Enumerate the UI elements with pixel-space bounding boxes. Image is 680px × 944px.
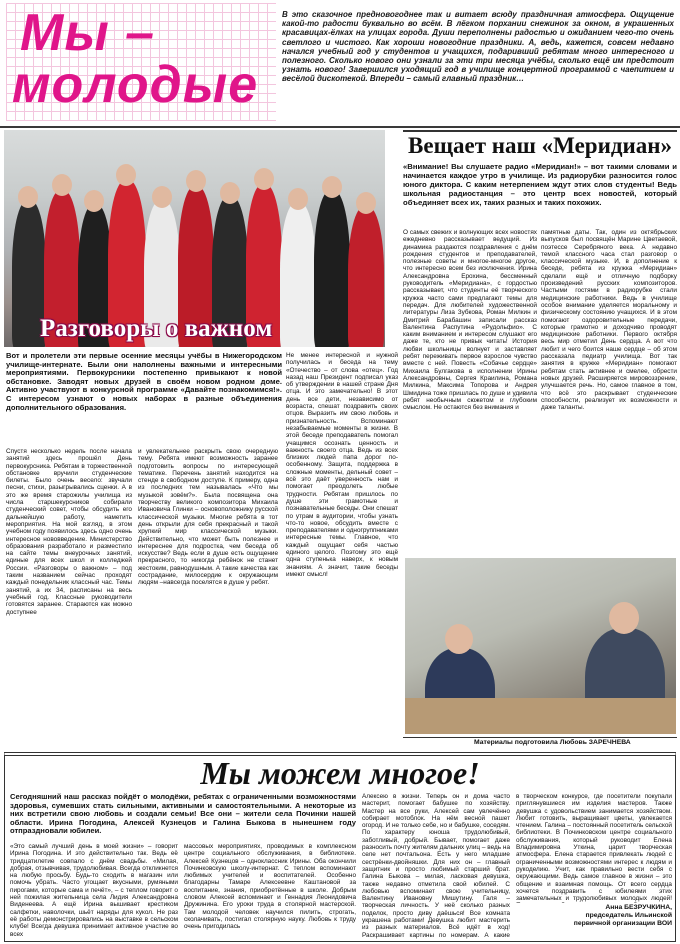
talk-column-1: Спустя несколько недель после начала занятий здесь прошёл День первокурсника. Ребятам в торжественной обстановке вручили студенческие билеты. Было очень весело: звучали песни, стихи, разыгрывались сценки. А в это же время старожилы училища из числа старшекурсников собирали студенческий совет, чтобы обсудить его дальнейшую работу, наметить мероприятия. На мой взгляд, в этом учебном году появилось здесь одно очень интересное нововведение. Министерство образования разработало и разместило на сайте темы внеурочных занятий, единые для всех школ и колледжей России. «Разговоры о важном» – под таким названием сейчас проходят каждый понедельник классный час. Темы занятий, а их 34, расписаны на весь учебный год. Классные руководители готовятся заранее. Стараются как можно доступнее (6, 448, 132, 616)
talk-column-2: и увлекательнее раскрыть свою очередную тему. Ребята имеют возможность заранее подготовить вопросы по интересующей тематике. Перечень занятий находится на стенде в свободном доступе. К примеру, одна из последних тем называлась «Что мы музыкой зовём?». Была посвящена она творчеству великого композитора Михаила Ивановича Глинки – основоположнику русской классической музыки. Многие ребята в тот день открыли для себя прекрасный и такой хрупкий мир классической музыки. Действительно, что может быть полезнее и интереснее для подростка, чем беседа об искусстве? Ведь если в душе есть ощущение прекрасного, то никогда ребёнок не станет жестоким, равнодушным. А такие качества как сострадание, милосердие к окружающим людям –навсегда поселятся в душе у ребят. (138, 448, 278, 587)
bottom-lead: Сегодняшний наш рассказ пойдёт о молодёжи, ребятах с ограниченными возможностями здоровья, сумевших стать сильными, активными и самостоятельными. А некоторые из них встретили свою любовь и создали семьи! Все они – жители села Починки нашей области. Ирина Погодина, Алексей Кузнецов и Галина Быкова в нынешнем году отпраздновали юбилеи. (10, 793, 356, 836)
page-title-line2: молодые (12, 56, 259, 114)
signature-role-line2: первичной организации ВОИ (573, 920, 672, 927)
talk-banner: Разговоры о важном (40, 315, 273, 342)
page-title-line1: Мы – (20, 4, 156, 62)
bottom-column-4: в творческом конкурсе, где посетители покупали приглянувшиеся им изделия мастеров. Также девушка с удовольствием занимается хозяйством. Любит готовить, выращивает цветы, увлекается чтением. Галина – постоянный посетитель сельской библиотеки. В Починковском центре социального обслуживания, который руководит Елена Владимировна Уткина, царит творческая атмосфера. Елена старается привлекать людей с ограниченными возможностями интерес к людям и рукоделию. Учит, как правильно вести себя с окружающими. Ведь самое главное в жизни – это общение и взаимная помощь. От всего сердца хочется поздравить с юбилеями этих замечательных и трудолюбивых молодых людей! (516, 793, 672, 903)
meridian-column-2: памятные даты. Так, один из октябрьских выпусков был посвящён Марине Цветаевой, поэтессе Серебряного века. А недавно темой классного часа стал разговор о классической музыке. И, в дополнение к беседе, ребята из кружка «Меридиан» сделали ещё и отличную подборку произведений русских композиторов. Частыми гостями в радиорубке стали медицинские работники. Ведь в училище особое внимание уделяется моральному и физическому состоянию учащихся. И в этом помогают оздоровительные передачи, которые грамотно и доходчиво проводят медицинские работники. Первого октября весь мир отметил День сердца. А вот что любит и чего боится наше сердце – об этом рассказала педиатр училища. Вот так занятия в кружке «Меридиан» помогают ребятам стать активнее и смелее, обрести новых друзей. Расширяется мировоззрение, улучшается речь. Но, самое главное в том, что всё это раскрывает студенческие способности, реализует их возможности и даже таланты. (541, 229, 677, 412)
meridian-lead: «Внимание! Вы слушаете радио «Меридиан!» – вот такими словами и начинается каждое утро в училище. Из радиорубки разносится голос юного диктора. С каким нетерпением ждут этих слов студенты! Ведь школьная радиостанция – это центр всех новостей, который объединяет всех их, таких разных и таких похожих. (403, 163, 677, 207)
header-section (0, 0, 680, 128)
bottom-column-1: «Это самый лучший день в моей жизни» – говорит Ирина Погодина. И это действительно так. Ведь её тридцатилетие совпало с днём свадьбы. «Милая, добрая, отзывчивая, трудолюбивая. Всегда откликнется на любую просьбу. Будь-то сходить в магазин или помочь убрать. Часто угощает вкусными, румяными пирогами, которые сама и печёт», – с теплом говорит о ней пожилая жительница села Лидия Александровна Виденеева. А ещё Ирина вышивает крестиком салфетки, наволочки, шьёт наряды для кукол. Не раз её работы демонстрировались на выставке в сельском клубе! Всегда девушка принимает активное участие во всех (10, 843, 178, 938)
signature-role-line1: председатель Ильинской (585, 912, 672, 919)
signature-name: Анна БЕЗРУЧКИНА, (605, 904, 672, 911)
signature-block (520, 904, 672, 940)
meridian-title: Вещает наш «Меридиан» (408, 133, 672, 158)
credit-rule (403, 737, 677, 738)
meridian-credit: Материалы подготовила Любовь ЗАРЕЧНЕВА (474, 739, 631, 746)
bottom-column-3: Алексею в жизни. Теперь он и дома часто мастерит, помогает бабушке по хозяйству. Мастер на все руки, Алексей сам увлечённо собирает мотоблок. На нём весной пашет огород. И не только себе, но и бабушке, соседям. По характеру юноша трудолюбивый, заботливый, добрый. Бывает, помогает даже разносить почту жителям дальних улиц – ведь на селе нет почтальона. Есть у него младшие сестрёнки-двойняшки. Для них он – главный защитник и просто любимый старший брат. Галина Быкова – милая, ласковая девушка, также недавно отметила свой юбилей. С любовью вспоминает свою учительницу, Валентину Ивановну Мишутину. Галя – творческая личность. У неё сколько разных поделок, просто диву даёшься! Все комната украшена работами! Девушка любит мастерить из разных материалов. Всё идёт в ход! Раскрашивает картины по номерам. А какие (362, 793, 510, 939)
radio-class-photo (405, 558, 676, 734)
talk-column-3: Не менее интересной и нужной получилась и беседа на тему «Отечество – от слова «отец». Год назад наш Президент подписал указ об утверждении в нашей стране Дня отца. И это замечательно! В этот день все дети, независимо от возраста, спешат поздравить своих отцов. Выразить им свою любовь и признательность. Вспоминают незабываемые моменты в жизни. В этой беседе преподаватель помогал учащимся осознать ценность и важность своего отца. Ведь из всех близких людей папа дорог по-особенному. Защита, поддержка в сложные моменты, дельный совет – всё это даёт уверенность нам и помогает преодолеть любые трудности. Ребятам пришлось по душе эти грамотные и познавательные беседы. Они спешат по утрам в аудитории, чтобы узнать что-то новое, обсудить вместе с преподавателями и одногруппниками интересные темы. Главное, что каждый ощущает себя частью единого целого. Поэтому это ещё одна ступенька наверх, к новым знаниям. А значит, такие беседы имеют смысл! (286, 352, 398, 578)
bottom-title: Мы можем многое! (200, 755, 480, 791)
bottom-column-2: массовых мероприятиях, проводимых в комплексном центре социального обслуживания, в библиотеке. Алексей Кузнецов – одноклассник Ирины. Оба окончили Починковскую школу-интернат. С теплом вспоминают любимых учителей и воспитателей. Особенно благодарны Тамаре Алексеевне Каштановой за воспитание, знания, приобретённые в школе. Добрым словом Алексей вспоминает и Геннадия Леонидовича Дружинина. Его уроки труда в столярной мастерской. Там молодой человек научился пилить, строгать, сколачивать, постигал столярную науку. Любовь к труду очень пригодилась (184, 843, 356, 931)
intro-text: В это сказочное предновогоднее так и витает всюду праздничная атмосфера. Ощущение какой-то радости буквально во всём. В лёгком порхании снежинок за окном, в украшенных красавицах-ёлках на улицах города. Души переполнены радостью и ожиданием чего-то очень светлого и чистого. Как хороши новогодние праздники. А, ведь, кажется, совсем недавно начался учебный год у студентов и учащихся, подаривший ребятам много интересного и полезного. Сколько нового они узнали за эти три месяца учёбы, сколько ещё им предстоит узнать нового! Завершился уходящий год в училище концертной программой с чаепитием и весёлой дискотекой. Впереди – самый главный праздник… (282, 10, 674, 84)
title-grid-box (6, 3, 276, 121)
meridian-column-1: О самых свежих и волнующих всех новостях ежедневно рассказывает ведущий. Из динамика раздаются поздравления с днём рождения студентов и преподавателей, полезные советы и многое-многое другое, что интересно всем без исключения. Ирина Александровна Ерохина, бессменный руководитель «Меридиана», с гордостью рассказывает, что студенты её творческого кружка часто сами предлагают темы для передач. Для любителей художественной литературы Лиза Зубкова, Роман Милкин и Дмитрий Барабашин записали рассказ Валентина Распутина «Рудольфио». С каким вниманием и интересом слушают его даже те, кто не привык читать! История любви школьницы волнует и заставляет ребят переживать первое взрослое чувство вместе с ней. Повесть «Собачье сердце» Михаила Булгакова в исполнении Ирины Александровны, Сергея Краилина, Романа Милкина, Максима Топорова и Андрея Шмидина тоже пришлась по душе и удивила ребят необычным сюжетом и глубоким смыслом. Не остаются без внимания и (403, 229, 537, 412)
talk-lead: Вот и пролетели эти первые осенние месяцы учёбы в Нижегородском училище-интернате. Были они наполнены важными и интересными мероприятиями. Первокурсники постепенно привыкают к новой обстановке. Заводят новых друзей в своём новом родном доме. Активно участвуют в конкурсной программе «Давайте познакомимся!». С интересом узнают о новых наборах в разные объединения дополнительного образования. (6, 352, 282, 412)
